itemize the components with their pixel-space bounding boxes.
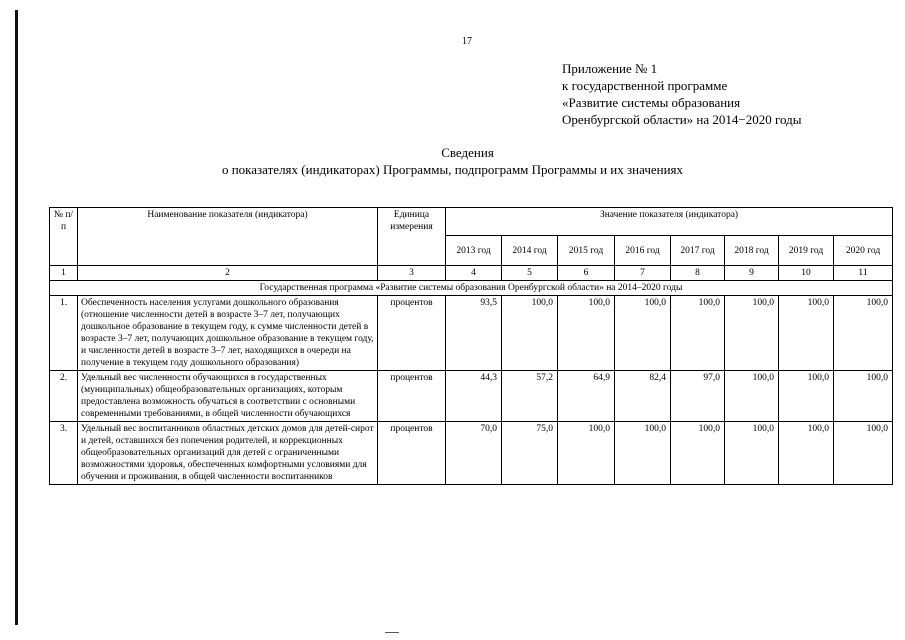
column-number: 8 [671, 266, 725, 281]
row-name: Удельный вес воспитанников областных детских домов для детей-сирот и детей, оставшихся без попечения родителей, и коррекционных общеобразовательных организаций для детей с ограниченными возможностями здоровья, обеспеченных комфортными условиями для обучения и проживания, в общей численности воспитанников [78, 422, 378, 485]
header-year: 2014 год [502, 236, 558, 266]
appendix-header [562, 60, 801, 128]
row-unit: процентов [378, 371, 446, 422]
header-value: Значение показателя (индикатора) [446, 208, 893, 236]
header-name: Наименование показателя (индикатора) [78, 208, 378, 266]
row-value: 100,0 [615, 422, 671, 485]
row-value: 100,0 [558, 422, 615, 485]
header-year: 2013 год [446, 236, 502, 266]
scan-margin-line [15, 10, 18, 625]
row-value: 100,0 [834, 371, 893, 422]
row-value: 75,0 [502, 422, 558, 485]
column-number: 9 [725, 266, 779, 281]
header-year: 2020 год [834, 236, 893, 266]
header-year: 2017 год [671, 236, 725, 266]
column-number: 2 [78, 266, 378, 281]
column-number: 6 [558, 266, 615, 281]
row-value: 100,0 [558, 296, 615, 371]
row-value: 100,0 [834, 422, 893, 485]
row-value: 44,3 [446, 371, 502, 422]
section-row [50, 281, 893, 296]
page-number: 17 [462, 36, 472, 47]
row-value: 64,9 [558, 371, 615, 422]
table-row [50, 371, 893, 422]
row-value: 70,0 [446, 422, 502, 485]
column-number: 10 [779, 266, 834, 281]
appendix-line: Приложение № 1 [562, 61, 658, 76]
column-number: 7 [615, 266, 671, 281]
row-value: 100,0 [834, 296, 893, 371]
appendix-line: к государственной программе [562, 78, 728, 93]
row-unit: процентов [378, 422, 446, 485]
row-unit: процентов [378, 296, 446, 371]
row-value: 100,0 [779, 422, 834, 485]
row-value: 100,0 [779, 371, 834, 422]
row-value: 100,0 [502, 296, 558, 371]
row-value: 100,0 [671, 422, 725, 485]
header-num: № п/п [50, 208, 78, 266]
column-number: 1 [50, 266, 78, 281]
table-row [50, 422, 893, 485]
table-row [50, 296, 893, 371]
row-index: 2. [50, 371, 78, 422]
header-year: 2015 год [558, 236, 615, 266]
row-index: 1. [50, 296, 78, 371]
row-value: 100,0 [725, 422, 779, 485]
row-value: 100,0 [779, 296, 834, 371]
column-number-row [50, 266, 893, 281]
section-title: Государственная программа «Развитие системы образования Оренбургской области» на 2014–2020 годы [50, 281, 893, 296]
row-value: 100,0 [725, 296, 779, 371]
row-value: 100,0 [671, 296, 725, 371]
document-title: Сведения [441, 145, 494, 160]
document-subtitle: о показателях (индикаторах) Программы, подпрограмм Программы и их значениях [221, 162, 684, 177]
column-number: 3 [378, 266, 446, 281]
row-value: 57,2 [502, 371, 558, 422]
header-year: 2016 год [615, 236, 671, 266]
header-year: 2019 год [779, 236, 834, 266]
appendix-line: «Развитие системы образования [562, 95, 741, 110]
row-value: 100,0 [725, 371, 779, 422]
row-index: 3. [50, 422, 78, 485]
indicators-table [49, 207, 893, 485]
row-name: Удельный вес численности обучающихся в государственных (муниципальных) общеобразовательных организациях, которым предоставлена возможность обучаться в соответствии с основными современными требованиями, в общей численности обучающихся [78, 371, 378, 422]
row-value: 100,0 [615, 296, 671, 371]
header-year: 2018 год [725, 236, 779, 266]
appendix-line: Оренбургской области» на 2014−2020 годы [562, 112, 802, 127]
scan-mark [385, 632, 399, 633]
header-unit: Единица измерения [378, 208, 446, 266]
column-number: 11 [834, 266, 893, 281]
column-number: 5 [502, 266, 558, 281]
row-value: 93,5 [446, 296, 502, 371]
column-number: 4 [446, 266, 502, 281]
row-name: Обеспеченность населения услугами дошкольного образования (отношение численности детей в возрасте 3–7 лет, получающих дошкольное образование в текущем году, к сумме численности детей в возрасте 3–7 лет, получающих дошкольное образование в текущем году, и численности детей в возрасте 3–7 лет, находящихся в очереди на получение в текущем году дошкольного образования) [78, 296, 378, 371]
row-value: 82,4 [615, 371, 671, 422]
row-value: 97,0 [671, 371, 725, 422]
